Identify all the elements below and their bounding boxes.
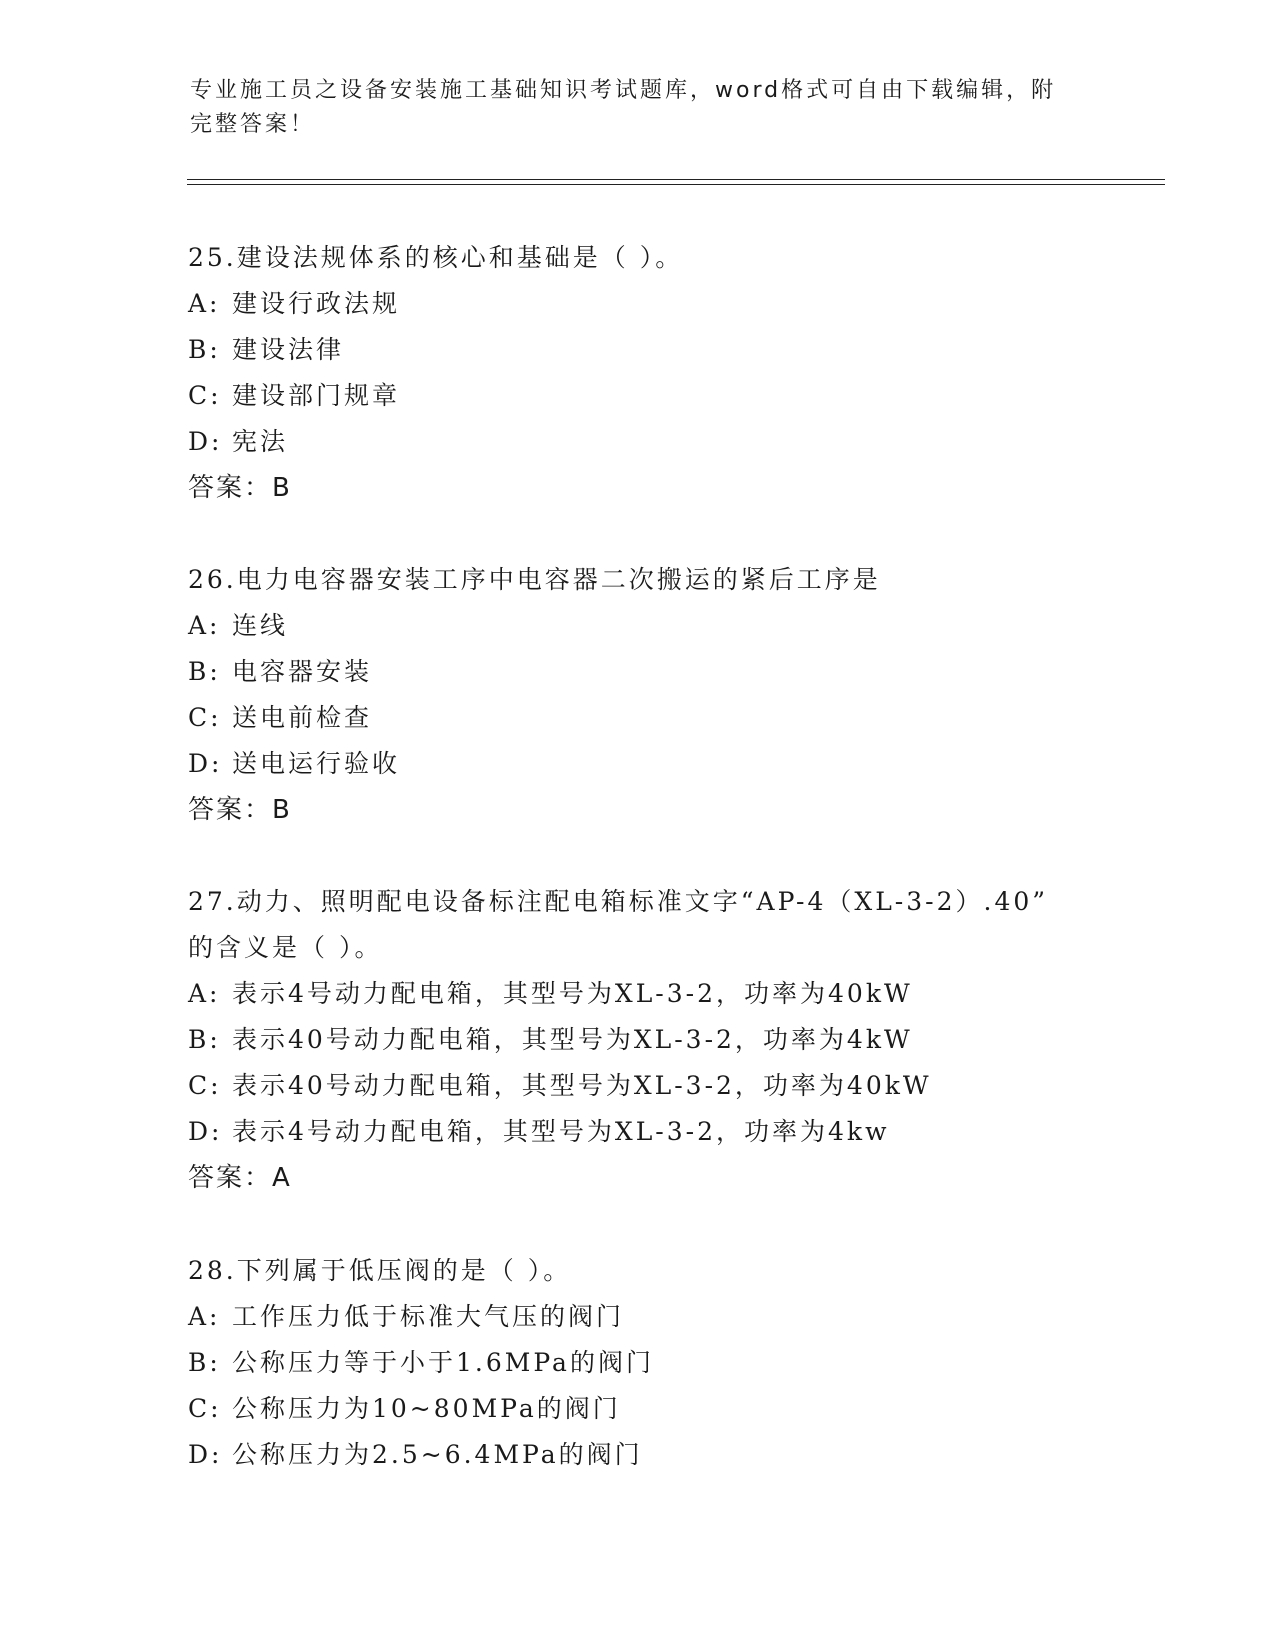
option-d [188, 1432, 1088, 1478]
question-stem: 26.电力电容器安装工序中电容器二次搬运的紧后工序是 [188, 565, 881, 594]
option-letter: C: [188, 703, 222, 732]
option-c [188, 1063, 1088, 1109]
question-28 [188, 1248, 1088, 1478]
option-letter: C: [188, 1071, 222, 1100]
option-text: 建设部门规章 [232, 381, 401, 410]
option-a [188, 603, 1088, 649]
option-letter: A: [188, 611, 221, 640]
option-d [188, 1109, 1088, 1155]
option-a [188, 1294, 1088, 1340]
document-header: 专业施工员之设备安装施工基础知识考试题库，word格式可自由下载编辑，附完整答案！ [190, 78, 1057, 137]
answer-line: 答案：A [188, 1163, 292, 1193]
option-text: 送电运行验收 [232, 749, 401, 778]
option-letter: C: [188, 381, 222, 410]
answer-line: 答案：B [188, 473, 292, 503]
question-stem-line-1: 27.动力、照明配电设备标注配电箱标准文字“AP-4（XL-3-2）.40” [188, 887, 1049, 916]
question-25 [188, 235, 1088, 511]
option-letter: D: [188, 1440, 223, 1469]
option-text: 建设法律 [232, 335, 345, 364]
question-stem: 28.下列属于低压阀的是（ ）。 [188, 1256, 572, 1285]
question-stem-line-2: 的含义是（ ）。 [188, 933, 383, 962]
option-c [188, 695, 1088, 741]
option-c [188, 373, 1088, 419]
header-divider-top [187, 179, 1165, 180]
option-d [188, 741, 1088, 787]
option-text: 电容器安装 [232, 657, 373, 686]
option-letter: B: [188, 1348, 221, 1377]
option-letter: D: [188, 749, 223, 778]
option-text: 工作压力低于标准大气压的阀门 [232, 1302, 625, 1331]
option-text: 表示40号动力配电箱，其型号为XL-3-2，功率为40kW [232, 1071, 932, 1100]
option-b [188, 649, 1088, 695]
answer-line: 答案：B [188, 795, 292, 825]
option-letter: B: [188, 1025, 221, 1054]
header-divider-bottom [187, 184, 1165, 185]
option-c [188, 1386, 1088, 1432]
option-text: 连线 [232, 611, 289, 640]
option-letter: A: [188, 979, 221, 1008]
option-a [188, 971, 1088, 1017]
option-letter: C: [188, 1394, 222, 1423]
option-b [188, 1340, 1088, 1386]
option-letter: D: [188, 427, 223, 456]
option-letter: B: [188, 335, 221, 364]
option-b [188, 327, 1088, 373]
option-text: 表示40号动力配电箱，其型号为XL-3-2，功率为4kW [232, 1025, 913, 1054]
option-d [188, 419, 1088, 465]
option-text: 建设行政法规 [232, 289, 401, 318]
question-26 [188, 557, 1088, 833]
option-a [188, 281, 1088, 327]
option-text: 公称压力为10~80MPa的阀门 [232, 1394, 621, 1423]
question-27 [188, 879, 1088, 1201]
option-text: 表示4号动力配电箱，其型号为XL-3-2，功率为4kw [232, 1117, 890, 1146]
option-b [188, 1017, 1088, 1063]
option-letter: D: [188, 1117, 223, 1146]
option-text: 送电前检查 [232, 703, 373, 732]
question-stem: 25.建设法规体系的核心和基础是（ ）。 [188, 243, 684, 272]
option-text: 公称压力等于小于1.6MPa的阀门 [232, 1348, 654, 1377]
option-text: 公称压力为2.5~6.4MPa的阀门 [232, 1440, 643, 1469]
option-letter: B: [188, 657, 221, 686]
option-letter: A: [188, 1302, 221, 1331]
option-text: 宪法 [232, 427, 289, 456]
option-letter: A: [188, 289, 221, 318]
option-text: 表示4号动力配电箱，其型号为XL-3-2，功率为40kW [232, 979, 913, 1008]
